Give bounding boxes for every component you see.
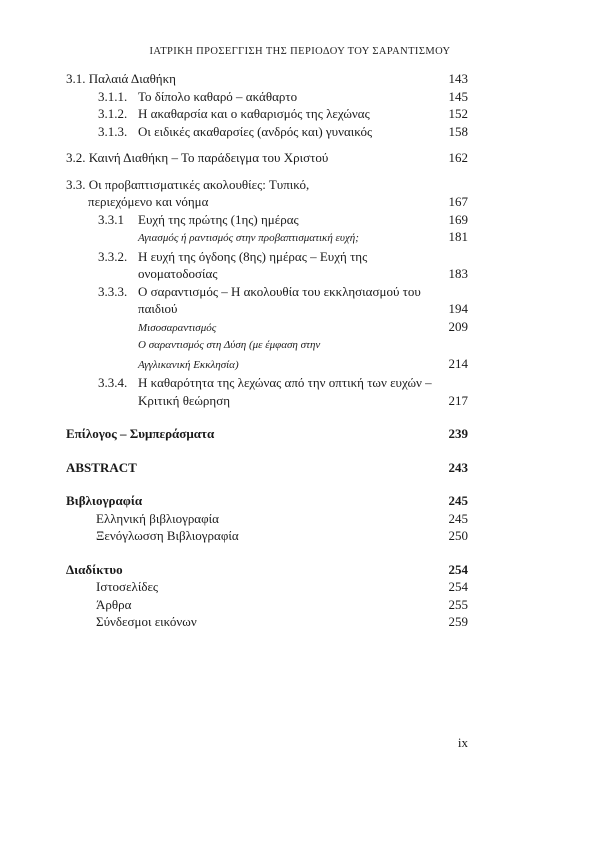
toc-number: 3.3.4. [98,375,128,390]
toc-title: Καινή Διαθήκη – Το παράδειγμα του Χριστού [88,150,329,165]
toc-title: Κριτική θεώρηση [138,392,231,408]
toc-page: 158 [448,123,468,139]
toc-entry-3-2[interactable] [66,149,468,167]
toc-page: 245 [448,493,468,508]
toc-entry-epilogue[interactable] [66,425,468,443]
toc-page: 167 [448,194,468,209]
toc-title: Παλαιά Διαθήκη [88,71,176,86]
toc-entry-3-1-2[interactable] [66,105,468,123]
toc-page: 181 [448,229,468,244]
page-number: ix [457,735,468,750]
toc-entry-greek-bibliography[interactable] [66,510,468,528]
toc-title: Άρθρα [96,596,132,612]
toc-entry-articles[interactable] [66,596,468,614]
toc-page: 239 [448,426,468,441]
toc-page: 245 [448,510,468,526]
toc-title: Αγγλικανική Εκκλησία) [138,358,239,371]
toc-page: 169 [448,211,468,227]
toc-title: Σύνδεσμοι εικόνων [96,614,197,629]
toc-title: Ξενόγλωσση Βιβλιογραφία [96,528,239,543]
toc-title: Ιστοσελίδες [96,579,159,594]
toc-page: 255 [448,596,468,612]
toc-entry-3-3-3-continued[interactable] [66,300,468,318]
toc-entry-3-3-3-sub-b-continued[interactable] [66,355,468,375]
toc-page: 254 [448,561,468,577]
toc-number: 3.1. [66,71,86,86]
toc-title: Η καθαρότητα της λεχώνας από την οπτική των ευχών – [138,375,432,390]
toc-number: 3.3. [66,176,86,192]
toc-title: Ευχή της πρώτης (1ης) ημέρας [138,211,299,227]
toc-entry-abstract[interactable] [66,459,468,477]
toc-page: 243 [448,459,468,475]
running-head: ΙΑΤΡΙΚΗ ΠΡΟΣΕΓΓΙΣΗ ΤΗΣ ΠΕΡΙΟΔΟΥ ΤΟΥ ΣΑΡΑΝΤΙΣΜΟΥ [149,46,451,57]
toc-title: Οι ειδικές ακαθαρσίες (ανδρός και) γυναικός [138,123,373,139]
toc-title: Διαδίκτυο [66,561,123,577]
toc-page: 209 [448,318,468,334]
toc-page: 152 [448,106,468,121]
toc-title: Η ακαθαρσία και ο καθαρισμός της λεχώνας [138,106,370,121]
toc-entry-image-links[interactable] [66,613,468,631]
toc-number: 3.1.2. [98,106,128,121]
toc-entry-3-3-4-continued[interactable] [66,392,468,410]
toc-entry-bibliography[interactable] [66,492,468,510]
toc-title: ABSTRACT [66,459,137,475]
toc-number: 3.3.1 [98,211,124,227]
toc-page: 217 [448,392,468,408]
toc-page: 143 [448,71,468,86]
toc-entry-3-3-1-sub[interactable] [66,228,468,248]
toc-title: Η ευχή της όγδοης (8ης) ημέρας – Ευχή της [138,248,368,264]
toc-page: 259 [448,614,468,629]
toc-title: περιεχόμενο και νόημα [88,194,209,209]
toc-title: Το δίπολο καθαρό – ακάθαρτο [138,88,298,104]
toc-entry-3-3-3[interactable] [66,283,468,301]
toc-entry-3-3-3-sub-b[interactable] [66,337,468,355]
toc-title: Ο σαραντισμός – Η ακολουθία του εκκλησιασμού του [138,283,421,299]
toc-entry-websites[interactable] [66,578,468,596]
toc-page: 194 [448,301,468,316]
toc-entry-3-3-3-sub-a[interactable] [66,318,468,338]
toc-number: 3.1.3. [98,123,128,139]
table-of-contents [66,70,468,631]
toc-page: 183 [448,266,468,281]
toc-number: 3.3.2. [98,248,128,264]
toc-entry-3-1-1[interactable] [66,88,468,106]
toc-entry-3-3-continued[interactable] [66,193,468,211]
toc-title: Ελληνική βιβλιογραφία [96,510,219,526]
toc-entry-foreign-bibliography[interactable] [66,527,468,545]
toc-title: ονοματοδοσίας [138,266,218,281]
toc-page: 250 [448,528,468,543]
toc-entry-internet[interactable] [66,561,468,579]
toc-entry-3-3-2[interactable] [66,248,468,266]
toc-title: Αγιασμός ή ραντισμός στην προβαπτισματική ευχή; [138,232,359,244]
toc-page: 162 [448,150,468,165]
toc-entry-3-3-1[interactable] [66,211,468,229]
toc-page: 145 [448,88,468,104]
toc-entry-3-3[interactable] [66,176,468,194]
toc-title: Βιβλιογραφία [66,493,143,508]
toc-number: 3.1.1. [98,88,128,104]
toc-title: παιδιού [138,301,178,316]
toc-title: Επίλογος – Συμπεράσματα [66,426,215,441]
toc-entry-3-3-4[interactable] [66,374,468,392]
toc-title: Οι προβαπτισματικές ακολουθίες: Τυπικό, [88,176,310,192]
toc-entry-3-3-2-continued[interactable] [66,265,468,283]
toc-number: 3.2. [66,150,86,165]
toc-title: Ο σαραντισμός στη Δύση (με έμφαση στην [138,339,321,351]
toc-entry-3-1[interactable] [66,70,468,88]
toc-page: 254 [448,579,468,594]
toc-number: 3.3.3. [98,283,128,299]
toc-page: 214 [448,355,468,371]
toc-entry-3-1-3[interactable] [66,123,468,141]
toc-title: Μισοσαραντισμός [138,321,217,334]
